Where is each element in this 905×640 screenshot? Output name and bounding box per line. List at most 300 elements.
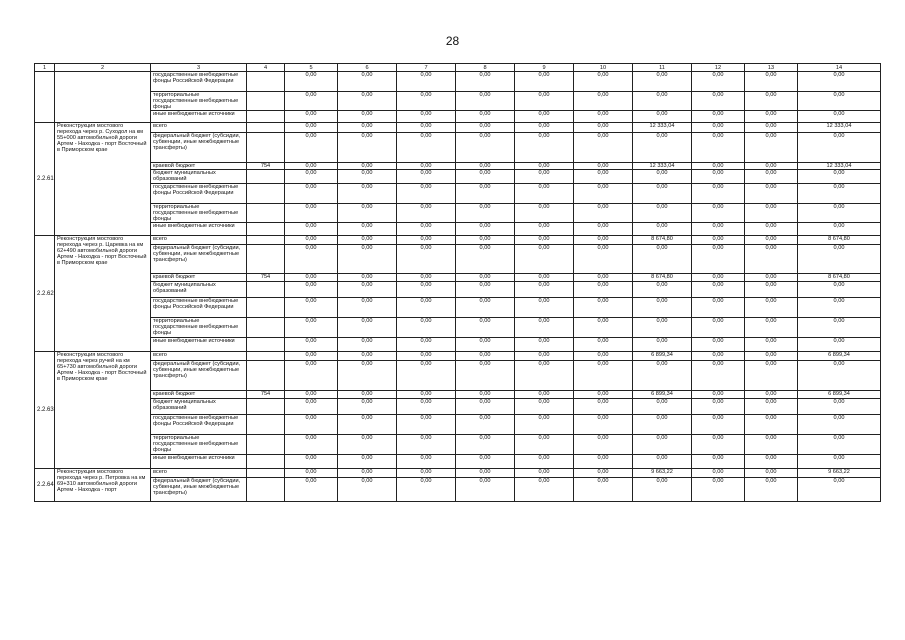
amount-cell: 0,00 (456, 133, 515, 163)
table-row (35, 245, 881, 274)
amount-cell: 0,00 (338, 92, 397, 111)
amount-cell: 0,00 (515, 455, 574, 469)
table-row (35, 298, 881, 318)
amount-cell: 0,00 (515, 361, 574, 391)
amount-cell: 0,00 (338, 163, 397, 170)
amount-cell: 0,00 (285, 111, 338, 123)
amount-cell: 6 899,34 (798, 391, 881, 399)
table-row (35, 223, 881, 236)
funding-source: бюджет муниципальных образований (151, 282, 247, 298)
amount-cell: 0,00 (397, 245, 456, 274)
amount-cell: 0,00 (798, 338, 881, 352)
funding-source: федеральный бюджет (субсидии, субвенции, иные межбюджетные трансферты) (151, 361, 247, 391)
funding-source: территориальные государственные внебюджетные фонды (151, 92, 247, 111)
amount-cell: 0,00 (745, 352, 798, 361)
amount-cell: 0,00 (574, 163, 633, 170)
amount-cell: 0,00 (338, 469, 397, 478)
funding-source: всего (151, 236, 247, 245)
amount-cell: 0,00 (515, 245, 574, 274)
amount-cell: 0,00 (745, 338, 798, 352)
amount-cell: 0,00 (515, 399, 574, 415)
budget-code (247, 123, 285, 133)
amount-cell: 0,00 (285, 298, 338, 318)
amount-cell: 0,00 (633, 92, 692, 111)
amount-cell: 0,00 (397, 455, 456, 469)
amount-cell: 0,00 (798, 72, 881, 92)
amount-cell: 6 899,34 (633, 352, 692, 361)
amount-cell: 0,00 (692, 399, 745, 415)
amount-cell: 0,00 (285, 163, 338, 170)
amount-cell: 0,00 (285, 204, 338, 223)
amount-cell: 0,00 (633, 72, 692, 92)
amount-cell: 0,00 (745, 163, 798, 170)
amount-cell: 0,00 (574, 184, 633, 204)
amount-cell: 0,00 (338, 435, 397, 455)
amount-cell: 9 663,22 (798, 469, 881, 478)
amount-cell: 0,00 (456, 72, 515, 92)
amount-cell: 0,00 (285, 399, 338, 415)
table-row (35, 123, 881, 133)
amount-cell: 0,00 (338, 282, 397, 298)
amount-cell: 0,00 (633, 111, 692, 123)
amount-cell: 0,00 (515, 338, 574, 352)
amount-cell: 8 674,80 (798, 236, 881, 245)
amount-cell: 0,00 (285, 318, 338, 338)
amount-cell: 0,00 (574, 318, 633, 338)
amount-cell: 0,00 (285, 184, 338, 204)
amount-cell: 0,00 (692, 111, 745, 123)
amount-cell: 0,00 (338, 391, 397, 399)
amount-cell: 0,00 (397, 236, 456, 245)
item-description: Реконструкция мостового перехода через р. Петровка на км 69+310 автомобильной дороги Артем - Находка - порт (55, 469, 151, 502)
amount-cell: 0,00 (798, 318, 881, 338)
amount-cell: 0,00 (397, 163, 456, 170)
amount-cell: 0,00 (633, 298, 692, 318)
amount-cell: 0,00 (745, 469, 798, 478)
amount-cell: 8 674,80 (798, 274, 881, 282)
amount-cell: 0,00 (692, 318, 745, 338)
budget-table (34, 63, 881, 502)
amount-cell: 0,00 (456, 245, 515, 274)
funding-source: краевой бюджет (151, 163, 247, 170)
amount-cell: 0,00 (515, 318, 574, 338)
amount-cell: 0,00 (515, 298, 574, 318)
amount-cell: 0,00 (338, 361, 397, 391)
amount-cell: 0,00 (285, 245, 338, 274)
amount-cell: 0,00 (456, 123, 515, 133)
amount-cell: 0,00 (692, 469, 745, 478)
amount-cell: 0,00 (745, 391, 798, 399)
amount-cell: 0,00 (338, 123, 397, 133)
amount-cell: 0,00 (692, 338, 745, 352)
amount-cell: 0,00 (397, 282, 456, 298)
funding-source: государственные внебюджетные фонды Российской Федерации (151, 184, 247, 204)
amount-cell: 0,00 (456, 352, 515, 361)
amount-cell: 0,00 (397, 469, 456, 478)
amount-cell: 0,00 (515, 204, 574, 223)
amount-cell: 0,00 (574, 352, 633, 361)
table-row (35, 282, 881, 298)
amount-cell: 0,00 (745, 170, 798, 184)
amount-cell: 0,00 (692, 478, 745, 502)
amount-cell: 0,00 (574, 111, 633, 123)
amount-cell: 0,00 (798, 204, 881, 223)
amount-cell: 0,00 (456, 338, 515, 352)
item-code: 2.2.62 (35, 236, 55, 352)
amount-cell: 0,00 (285, 223, 338, 236)
amount-cell: 0,00 (633, 415, 692, 435)
amount-cell: 0,00 (515, 123, 574, 133)
amount-cell: 0,00 (456, 415, 515, 435)
amount-cell: 0,00 (633, 184, 692, 204)
amount-cell: 0,00 (692, 204, 745, 223)
amount-cell: 0,00 (745, 361, 798, 391)
amount-cell: 0,00 (574, 223, 633, 236)
amount-cell: 0,00 (338, 111, 397, 123)
amount-cell: 0,00 (745, 123, 798, 133)
column-number-4: 4 (247, 64, 285, 72)
amount-cell: 0,00 (574, 72, 633, 92)
amount-cell: 0,00 (397, 274, 456, 282)
amount-cell: 0,00 (692, 163, 745, 170)
column-number-1: 1 (35, 64, 55, 72)
amount-cell: 0,00 (692, 170, 745, 184)
amount-cell: 0,00 (574, 282, 633, 298)
amount-cell: 0,00 (745, 318, 798, 338)
amount-cell: 0,00 (285, 435, 338, 455)
amount-cell: 0,00 (456, 435, 515, 455)
budget-code (247, 455, 285, 469)
amount-cell: 0,00 (692, 223, 745, 236)
amount-cell: 0,00 (515, 415, 574, 435)
amount-cell: 0,00 (397, 361, 456, 391)
amount-cell: 0,00 (456, 298, 515, 318)
table-row (35, 184, 881, 204)
budget-code: 754 (247, 163, 285, 170)
amount-cell: 0,00 (692, 92, 745, 111)
amount-cell: 0,00 (745, 455, 798, 469)
amount-cell: 0,00 (692, 298, 745, 318)
amount-cell: 12 333,04 (798, 163, 881, 170)
budget-code (247, 204, 285, 223)
funding-source: иные внебюджетные источники (151, 338, 247, 352)
funding-source: государственные внебюджетные фонды Российской Федерации (151, 72, 247, 92)
amount-cell: 0,00 (798, 399, 881, 415)
amount-cell: 0,00 (798, 455, 881, 469)
amount-cell: 0,00 (338, 274, 397, 282)
amount-cell: 0,00 (692, 236, 745, 245)
column-number-2: 2 (55, 64, 151, 72)
funding-source: федеральный бюджет (субсидии, субвенции, иные межбюджетные трансферты) (151, 478, 247, 502)
amount-cell: 0,00 (515, 236, 574, 245)
column-number-11: 11 (633, 64, 692, 72)
column-number-8: 8 (456, 64, 515, 72)
amount-cell: 0,00 (338, 170, 397, 184)
amount-cell: 0,00 (456, 469, 515, 478)
amount-cell: 0,00 (633, 318, 692, 338)
table-row (35, 204, 881, 223)
item-description: Реконструкция мостового перехода через р. Царевка на км 62+490 автомобильной дороги Артем - Находка - порт Восточный в Приморском крае (55, 236, 151, 352)
amount-cell: 12 333,04 (633, 163, 692, 170)
amount-cell: 0,00 (745, 274, 798, 282)
amount-cell: 0,00 (338, 298, 397, 318)
amount-cell: 0,00 (574, 399, 633, 415)
amount-cell: 0,00 (515, 163, 574, 170)
amount-cell: 0,00 (338, 204, 397, 223)
amount-cell: 0,00 (633, 133, 692, 163)
amount-cell: 0,00 (285, 123, 338, 133)
amount-cell: 0,00 (456, 92, 515, 111)
amount-cell: 0,00 (285, 338, 338, 352)
table-row (35, 391, 881, 399)
amount-cell: 0,00 (285, 274, 338, 282)
amount-cell: 0,00 (745, 236, 798, 245)
amount-cell: 8 674,80 (633, 274, 692, 282)
page-number: 28 (445, 34, 460, 48)
funding-source: всего (151, 469, 247, 478)
amount-cell: 0,00 (515, 223, 574, 236)
amount-cell: 0,00 (574, 236, 633, 245)
amount-cell: 0,00 (397, 391, 456, 399)
amount-cell: 0,00 (574, 92, 633, 111)
budget-code (247, 111, 285, 123)
table-row (35, 435, 881, 455)
column-number-13: 13 (745, 64, 798, 72)
budget-code (247, 298, 285, 318)
amount-cell: 0,00 (574, 123, 633, 133)
amount-cell: 0,00 (397, 223, 456, 236)
funding-source: иные внебюджетные источники (151, 455, 247, 469)
funding-source: территориальные государственные внебюджетные фонды (151, 318, 247, 338)
item-code: 2.2.61 (35, 123, 55, 236)
amount-cell: 0,00 (456, 204, 515, 223)
amount-cell: 0,00 (338, 184, 397, 204)
amount-cell: 0,00 (397, 435, 456, 455)
budget-code (247, 245, 285, 274)
amount-cell: 0,00 (397, 298, 456, 318)
column-number-12: 12 (692, 64, 745, 72)
amount-cell: 0,00 (574, 338, 633, 352)
budget-code (247, 352, 285, 361)
amount-cell: 0,00 (515, 435, 574, 455)
amount-cell: 0,00 (397, 399, 456, 415)
funding-source: федеральный бюджет (субсидии, субвенции, иные межбюджетные трансферты) (151, 133, 247, 163)
amount-cell: 0,00 (692, 184, 745, 204)
funding-source: краевой бюджет (151, 274, 247, 282)
column-number-row (35, 64, 881, 72)
funding-source: всего (151, 123, 247, 133)
table-row (35, 133, 881, 163)
amount-cell: 0,00 (456, 318, 515, 338)
amount-cell: 0,00 (574, 415, 633, 435)
amount-cell: 0,00 (338, 133, 397, 163)
item-code: 2.2.64 (35, 469, 55, 502)
budget-code (247, 236, 285, 245)
column-number-10: 10 (574, 64, 633, 72)
amount-cell: 6 899,34 (798, 352, 881, 361)
amount-cell: 0,00 (692, 274, 745, 282)
amount-cell: 0,00 (285, 391, 338, 399)
budget-code (247, 415, 285, 435)
budget-code: 754 (247, 391, 285, 399)
amount-cell: 0,00 (515, 274, 574, 282)
amount-cell: 0,00 (397, 92, 456, 111)
table-row (35, 170, 881, 184)
amount-cell: 0,00 (798, 435, 881, 455)
amount-cell: 0,00 (285, 478, 338, 502)
amount-cell: 0,00 (515, 92, 574, 111)
amount-cell: 0,00 (338, 478, 397, 502)
budget-code (247, 338, 285, 352)
amount-cell: 0,00 (456, 236, 515, 245)
amount-cell: 0,00 (633, 282, 692, 298)
budget-code (247, 184, 285, 204)
amount-cell: 0,00 (456, 223, 515, 236)
amount-cell: 0,00 (798, 170, 881, 184)
amount-cell: 0,00 (798, 415, 881, 435)
funding-source: всего (151, 352, 247, 361)
amount-cell: 0,00 (692, 72, 745, 92)
funding-source: государственные внебюджетные фонды Российской Федерации (151, 415, 247, 435)
column-number-9: 9 (515, 64, 574, 72)
amount-cell: 0,00 (515, 184, 574, 204)
amount-cell: 0,00 (798, 184, 881, 204)
item-description (55, 72, 151, 123)
amount-cell: 0,00 (745, 223, 798, 236)
amount-cell: 0,00 (692, 435, 745, 455)
amount-cell: 0,00 (515, 111, 574, 123)
amount-cell: 0,00 (397, 478, 456, 502)
amount-cell: 0,00 (692, 361, 745, 391)
table-row (35, 352, 881, 361)
amount-cell: 0,00 (456, 274, 515, 282)
amount-cell: 0,00 (397, 133, 456, 163)
amount-cell: 0,00 (285, 133, 338, 163)
amount-cell: 0,00 (633, 223, 692, 236)
amount-cell: 12 333,04 (798, 123, 881, 133)
amount-cell: 0,00 (285, 469, 338, 478)
budget-code (247, 435, 285, 455)
amount-cell: 0,00 (338, 399, 397, 415)
amount-cell: 0,00 (745, 282, 798, 298)
amount-cell: 0,00 (285, 170, 338, 184)
amount-cell: 0,00 (338, 72, 397, 92)
amount-cell: 0,00 (515, 282, 574, 298)
amount-cell: 0,00 (798, 133, 881, 163)
amount-cell: 0,00 (574, 455, 633, 469)
amount-cell: 0,00 (338, 455, 397, 469)
funding-source: территориальные государственные внебюджетные фонды (151, 204, 247, 223)
amount-cell: 0,00 (574, 469, 633, 478)
table-row (35, 478, 881, 502)
column-number-6: 6 (338, 64, 397, 72)
amount-cell: 0,00 (397, 204, 456, 223)
amount-cell: 0,00 (633, 204, 692, 223)
table-row (35, 236, 881, 245)
amount-cell: 0,00 (574, 204, 633, 223)
amount-cell: 0,00 (633, 399, 692, 415)
amount-cell: 0,00 (456, 170, 515, 184)
amount-cell: 0,00 (692, 282, 745, 298)
amount-cell: 0,00 (338, 338, 397, 352)
amount-cell: 0,00 (745, 245, 798, 274)
amount-cell: 0,00 (633, 435, 692, 455)
amount-cell: 0,00 (633, 361, 692, 391)
funding-source: краевой бюджет (151, 391, 247, 399)
amount-cell: 0,00 (798, 245, 881, 274)
amount-cell: 0,00 (798, 223, 881, 236)
table-row (35, 72, 881, 92)
amount-cell: 0,00 (397, 415, 456, 435)
amount-cell: 0,00 (456, 282, 515, 298)
amount-cell: 0,00 (798, 92, 881, 111)
budget-code (247, 318, 285, 338)
amount-cell: 0,00 (574, 391, 633, 399)
amount-cell: 0,00 (515, 478, 574, 502)
amount-cell: 0,00 (692, 352, 745, 361)
amount-cell: 0,00 (692, 133, 745, 163)
amount-cell: 0,00 (515, 391, 574, 399)
budget-code: 754 (247, 274, 285, 282)
item-description: Реконструкция мостового перехода через ручей на км 65+730 автомобильной дороги Артем - Находка - порт Восточный в Приморском крае (55, 352, 151, 469)
amount-cell: 0,00 (798, 361, 881, 391)
amount-cell: 0,00 (574, 133, 633, 163)
amount-cell: 0,00 (397, 170, 456, 184)
amount-cell: 0,00 (285, 455, 338, 469)
table-row (35, 318, 881, 338)
budget-code (247, 478, 285, 502)
budget-code (247, 469, 285, 478)
budget-code (247, 223, 285, 236)
amount-cell: 0,00 (692, 123, 745, 133)
table-row (35, 92, 881, 111)
amount-cell: 0,00 (692, 245, 745, 274)
amount-cell: 0,00 (633, 455, 692, 469)
amount-cell: 0,00 (338, 318, 397, 338)
budget-code (247, 133, 285, 163)
amount-cell: 0,00 (338, 352, 397, 361)
amount-cell: 0,00 (745, 415, 798, 435)
amount-cell: 0,00 (338, 223, 397, 236)
amount-cell: 0,00 (285, 282, 338, 298)
table-row (35, 399, 881, 415)
budget-code (247, 170, 285, 184)
amount-cell: 0,00 (798, 282, 881, 298)
amount-cell: 0,00 (745, 435, 798, 455)
amount-cell: 0,00 (745, 72, 798, 92)
amount-cell: 0,00 (633, 338, 692, 352)
amount-cell: 0,00 (285, 72, 338, 92)
amount-cell: 0,00 (515, 72, 574, 92)
column-number-7: 7 (397, 64, 456, 72)
amount-cell: 0,00 (285, 361, 338, 391)
amount-cell: 0,00 (456, 399, 515, 415)
amount-cell: 0,00 (397, 184, 456, 204)
table-row (35, 274, 881, 282)
amount-cell: 0,00 (633, 170, 692, 184)
amount-cell: 0,00 (692, 391, 745, 399)
amount-cell: 0,00 (456, 361, 515, 391)
amount-cell: 0,00 (285, 92, 338, 111)
amount-cell: 0,00 (285, 352, 338, 361)
amount-cell: 0,00 (692, 415, 745, 435)
amount-cell: 12 333,04 (633, 123, 692, 133)
amount-cell: 0,00 (285, 415, 338, 435)
table-row (35, 415, 881, 435)
amount-cell: 0,00 (338, 415, 397, 435)
budget-code (247, 92, 285, 111)
amount-cell: 0,00 (745, 133, 798, 163)
